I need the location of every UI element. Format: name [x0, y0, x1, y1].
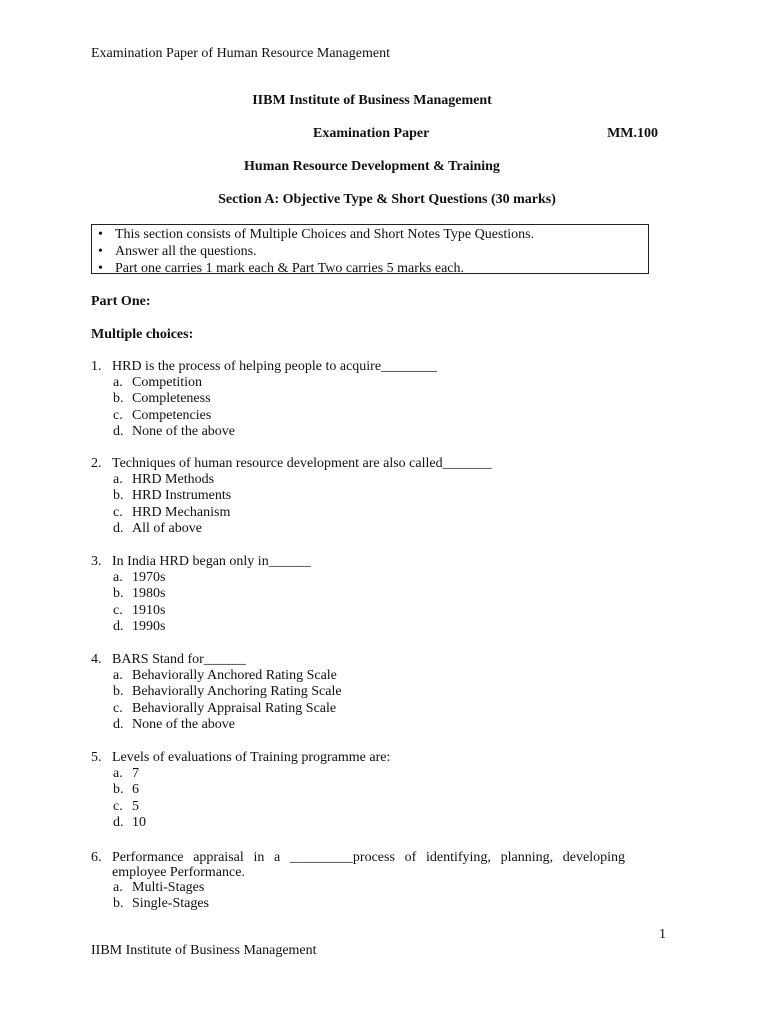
page-number: 1: [659, 927, 666, 942]
option-text: Behaviorally Appraisal Rating Scale: [132, 700, 337, 716]
option-item: [91, 488, 492, 504]
option-item: [91, 701, 342, 717]
option-text: None of the above: [132, 424, 236, 440]
option-text: 1980s: [132, 586, 166, 602]
option-item: [91, 782, 390, 798]
option-text: Single-Stages: [132, 896, 209, 912]
option-item: [91, 472, 492, 488]
option-letter: c.: [113, 504, 123, 520]
option-letter: b.: [113, 896, 124, 912]
option-item: [91, 603, 311, 619]
question-text: HRD is the process of helping people to acquire________: [112, 359, 438, 374]
option-item: [91, 521, 492, 537]
option-letter: b.: [113, 782, 124, 798]
running-footer: IIBM Institute of Business Management: [91, 943, 317, 958]
option-letter: a.: [113, 375, 123, 390]
option-item: [91, 815, 390, 831]
option-text: 6: [132, 782, 139, 798]
option-item: [91, 619, 311, 635]
option-item: [91, 766, 390, 782]
option-letter: d.: [113, 521, 124, 537]
question-5: [91, 750, 390, 832]
option-text: 7: [132, 766, 139, 781]
option-letter: c.: [113, 602, 123, 618]
question-text: Performance appraisal in a _________process of identifying, planning, developing employee Performance.: [112, 850, 625, 880]
option-item: [91, 880, 625, 896]
question-number: 1.: [91, 359, 102, 374]
option-item: [91, 570, 311, 586]
option-text: 1910s: [132, 602, 166, 618]
option-item: [91, 684, 342, 700]
question-number: 4.: [91, 652, 102, 667]
option-text: Multi-Stages: [132, 880, 205, 895]
option-text: All of above: [132, 521, 202, 537]
question-2: [91, 456, 492, 538]
question-text: Techniques of human resource development are also called_______: [112, 456, 492, 471]
option-text: HRD Instruments: [132, 488, 232, 504]
section-title: Section A: Objective Type & Short Questions (30 marks): [218, 192, 556, 207]
option-letter: a.: [113, 766, 123, 781]
option-letter: b.: [113, 684, 124, 700]
max-marks: MM.100: [607, 126, 658, 141]
option-item: [91, 375, 437, 391]
option-letter: b.: [113, 586, 124, 602]
option-text: Behaviorally Anchoring Rating Scale: [132, 684, 342, 700]
option-item: [91, 408, 437, 424]
question-number: 6.: [91, 850, 102, 865]
question-number: 3.: [91, 554, 102, 569]
question-text: BARS Stand for______: [112, 652, 246, 667]
question-4: [91, 652, 342, 734]
option-text: 1970s: [132, 570, 166, 585]
option-item: [91, 424, 437, 440]
option-letter: c.: [113, 798, 123, 814]
institute-title: IIBM Institute of Business Management: [252, 93, 492, 108]
option-letter: d.: [113, 619, 124, 635]
option-letter: d.: [113, 717, 124, 733]
option-text: Behaviorally Anchored Rating Scale: [132, 668, 337, 683]
option-text: Competition: [132, 375, 202, 390]
option-letter: b.: [113, 391, 124, 407]
option-item: [91, 505, 492, 521]
question-text: Levels of evaluations of Training programme are:: [112, 750, 391, 765]
option-item: [91, 668, 342, 684]
exam-paper-line: [313, 126, 658, 143]
paper-label: Examination Paper: [313, 126, 430, 141]
option-text: Competencies: [132, 407, 212, 423]
option-letter: d.: [113, 815, 124, 831]
option-text: Completeness: [132, 391, 211, 407]
option-letter: a.: [113, 570, 123, 585]
option-text: HRD Mechanism: [132, 504, 231, 520]
option-letter: c.: [113, 700, 123, 716]
option-letter: a.: [113, 668, 123, 683]
option-item: [91, 799, 390, 815]
course-title: Human Resource Development & Training: [244, 159, 500, 174]
option-item: [91, 586, 311, 602]
instruction-item: • This section consists of Multiple Choices and Short Notes Type Questions.: [98, 226, 648, 243]
question-6: [91, 851, 625, 913]
option-letter: a.: [113, 880, 123, 895]
question-number: 5.: [91, 750, 102, 765]
instruction-item: • Part one carries 1 mark each & Part Two carries 5 marks each.: [98, 260, 648, 277]
option-letter: b.: [113, 488, 124, 504]
running-header: Examination Paper of Human Resource Management: [91, 46, 390, 61]
option-letter: c.: [113, 407, 123, 423]
question-number: 2.: [91, 456, 102, 471]
part-one-heading: Part One:: [91, 294, 151, 309]
option-text: None of the above: [132, 717, 236, 733]
option-item: [91, 896, 625, 912]
instructions-box: [91, 224, 649, 274]
option-text: 10: [132, 815, 146, 831]
question-3: [91, 554, 311, 636]
option-item: [91, 391, 437, 407]
question-1: [91, 359, 437, 441]
option-letter: a.: [113, 472, 123, 487]
instruction-item: • Answer all the questions.: [98, 243, 648, 260]
option-letter: d.: [113, 424, 124, 440]
option-item: [91, 717, 342, 733]
question-text: In India HRD began only in______: [112, 554, 311, 569]
option-text: HRD Methods: [132, 472, 215, 487]
option-text: 5: [132, 798, 139, 814]
option-text: 1990s: [132, 619, 166, 635]
multiple-choices-heading: Multiple choices:: [91, 327, 194, 342]
